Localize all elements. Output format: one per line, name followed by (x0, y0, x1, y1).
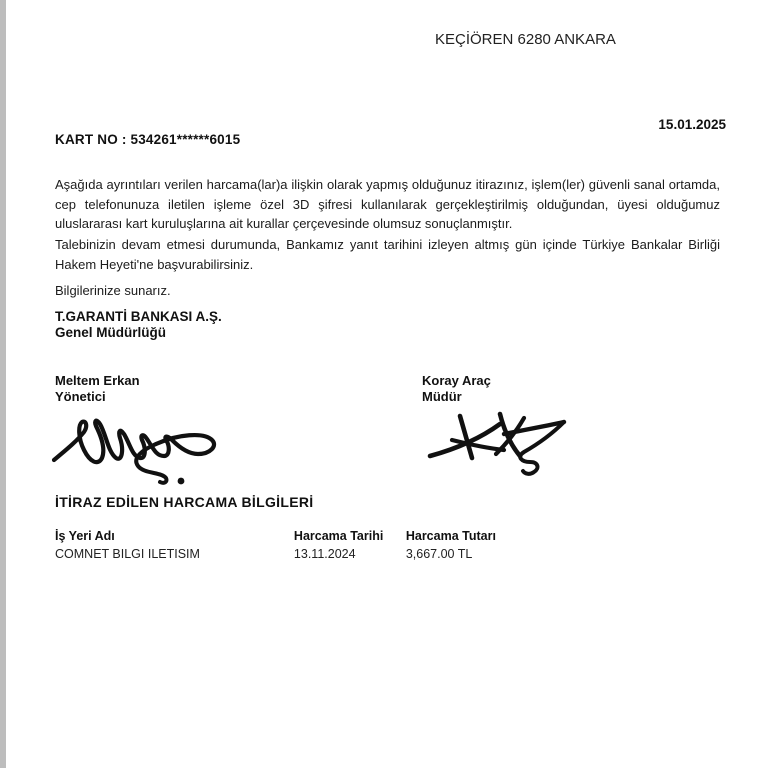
signatory-left-title: Yönetici (55, 388, 106, 404)
bank-signature-block (55, 309, 222, 341)
document-date: 15.01.2025 (658, 117, 726, 132)
address-faded-line-1 (435, 0, 735, 9)
address-faded-line-2 (435, 9, 735, 19)
handwritten-signature-icon (412, 400, 577, 485)
recipient-address-block (435, 0, 735, 49)
cell-date: 13.11.2024 (293, 547, 356, 561)
address-faded-line-3 (435, 19, 735, 28)
table-row (55, 547, 535, 561)
paragraph-dispute-result: Aşağıda ayrıntıları verilen harcama(lar)a ilişkin olarak yapmış olduğunuz itirazınız, işlem(ler) güvenli sanal ortamda, cep telefonunuza iletilen işleme özel 3D şifresi kullanılarak gerçekleştirilmiş olduğundan, üyesi olduğumuz uluslararası kart kuruluşlarına ait kurallar çerçevesinde olumsuz sonuçlanmıştır. (55, 177, 720, 231)
bank-name: T.GARANTİ BANKASI A.Ş. (55, 309, 222, 324)
signatory-left-name: Meltem Erkan (55, 373, 140, 388)
bank-unit: Genel Müdürlüğü (55, 325, 166, 340)
cell-amount: 3,667.00 TL (405, 547, 473, 561)
cell-merchant: COMNET BILGI ILETISIM (55, 547, 200, 561)
handwritten-signature-icon (46, 398, 236, 493)
signatory-right-title: Müdür (422, 388, 462, 404)
signatory-right-name: Koray Araç (422, 373, 491, 388)
paragraph-arbitration-notice: Talebinizin devam etmesi durumunda, Bankamız yanıt tarihini izleyen altmış gün içinde Türkiye Bankalar Birliği Hakem Heyeti'ne başvurabilirsiniz. (55, 237, 720, 272)
table-header-row (55, 529, 535, 547)
expense-table (55, 529, 535, 561)
card-number: KART NO : 534261******6015 (55, 132, 241, 147)
column-header-date: Harcama Tarihi (293, 529, 384, 543)
expense-section-title: İTİRAZ EDİLEN HARCAMA BİLGİLERİ (55, 494, 314, 510)
column-header-merchant: İş Yeri Adı (55, 529, 115, 543)
address-city-line: KEÇİÖREN 6280 ANKARA (435, 31, 616, 48)
column-header-amount: Harcama Tutarı (405, 529, 496, 543)
paragraph-closing: Bilgilerinize sunarız. (55, 283, 171, 298)
